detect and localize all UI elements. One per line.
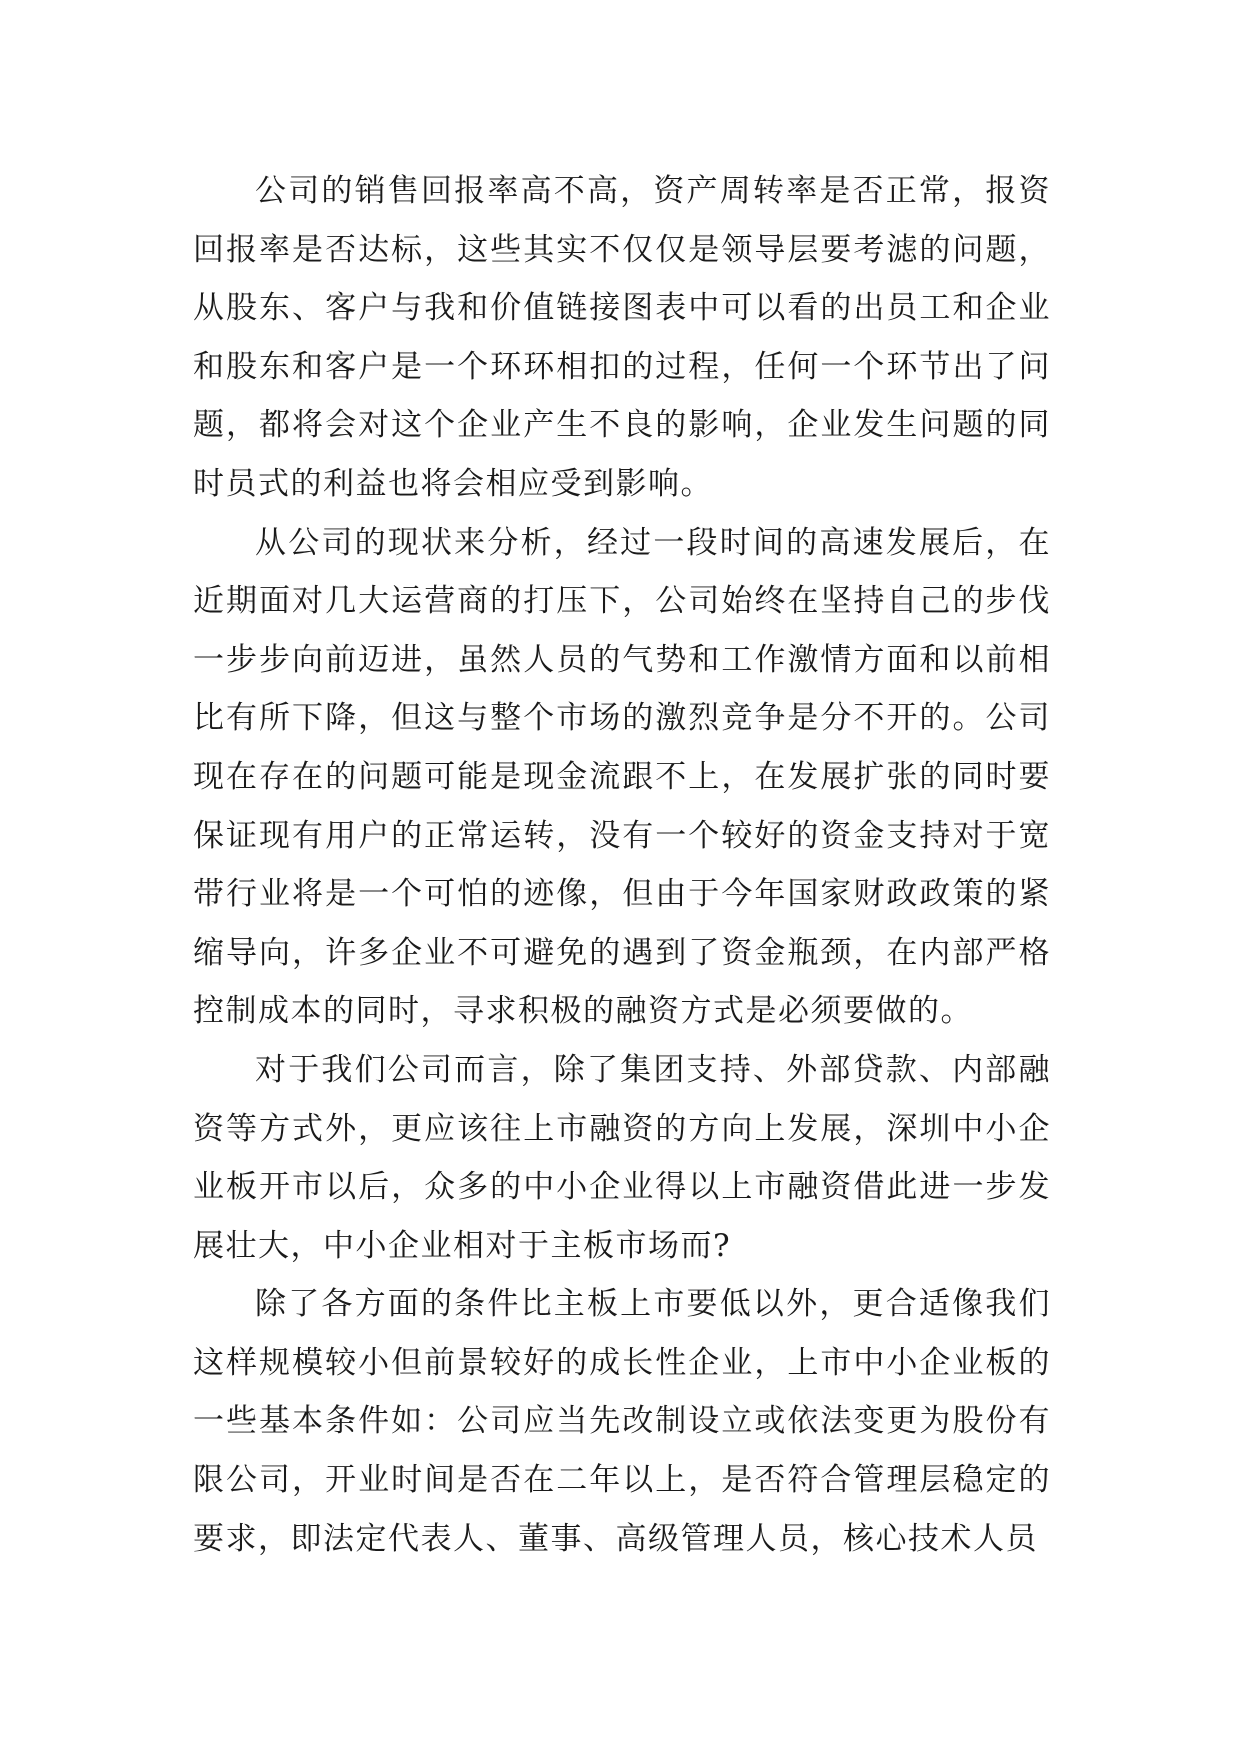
paragraph-2: 从公司的现状来分析，经过一段时间的高速发展后，在近期面对几大运营商的打压下，公司始终在坚持自己的步伐一步步向前迈进，虽然人员的气势和工作激情方面和以前相比有所下降，但这与整个市场的激烈竞争是分不开的。公司现在存在的问题可能是现金流跟不上，在发展扩张的同时要保证现有用户的正常运转，没有一个较好的资金支持对于宽带行业将是一个可怕的迹像，但由于今年国家财政政策的紧缩导向，许多企业不可避免的遇到了资金瓶颈，在内部严格控制成本的同时，寻求积极的融资方式是必须要做的。 <box>193 524 1051 1030</box>
paragraph-3: 对于我们公司而言，除了集团支持、外部贷款、内部融资等方式外，更应该往上市融资的方向上发展，深圳中小企业板开市以后，众多的中小企业得以上市融资借此进一步发展壮大，中小企业相对于主板市场而? <box>193 1051 1051 1264</box>
paragraph-1: 公司的销售回报率高不高，资产周转率是否正常，报资回报率是否达标，这些其实不仅仅是领导层要考滤的问题，从股东、客户与我和价值链接图表中可以看的出员工和企业和股东和客户是一个环环相扣的过程，任何一个环节出了问题，都将会对这个企业产生不良的影响，企业发生问题的同时员式的利益也将会相应受到影响。 <box>193 173 1051 502</box>
document-body <box>193 162 1051 1568</box>
paragraph-4: 除了各方面的条件比主板上市要低以外，更合适像我们这样规模较小但前景较好的成长性企业，上市中小企业板的一些基本条件如：公司应当先改制设立或依法变更为股份有限公司，开业时间是否在二年以上，是否符合管理层稳定的要求，即法定代表人、董事、高级管理人员，核心技术人员 <box>193 1286 1051 1557</box>
